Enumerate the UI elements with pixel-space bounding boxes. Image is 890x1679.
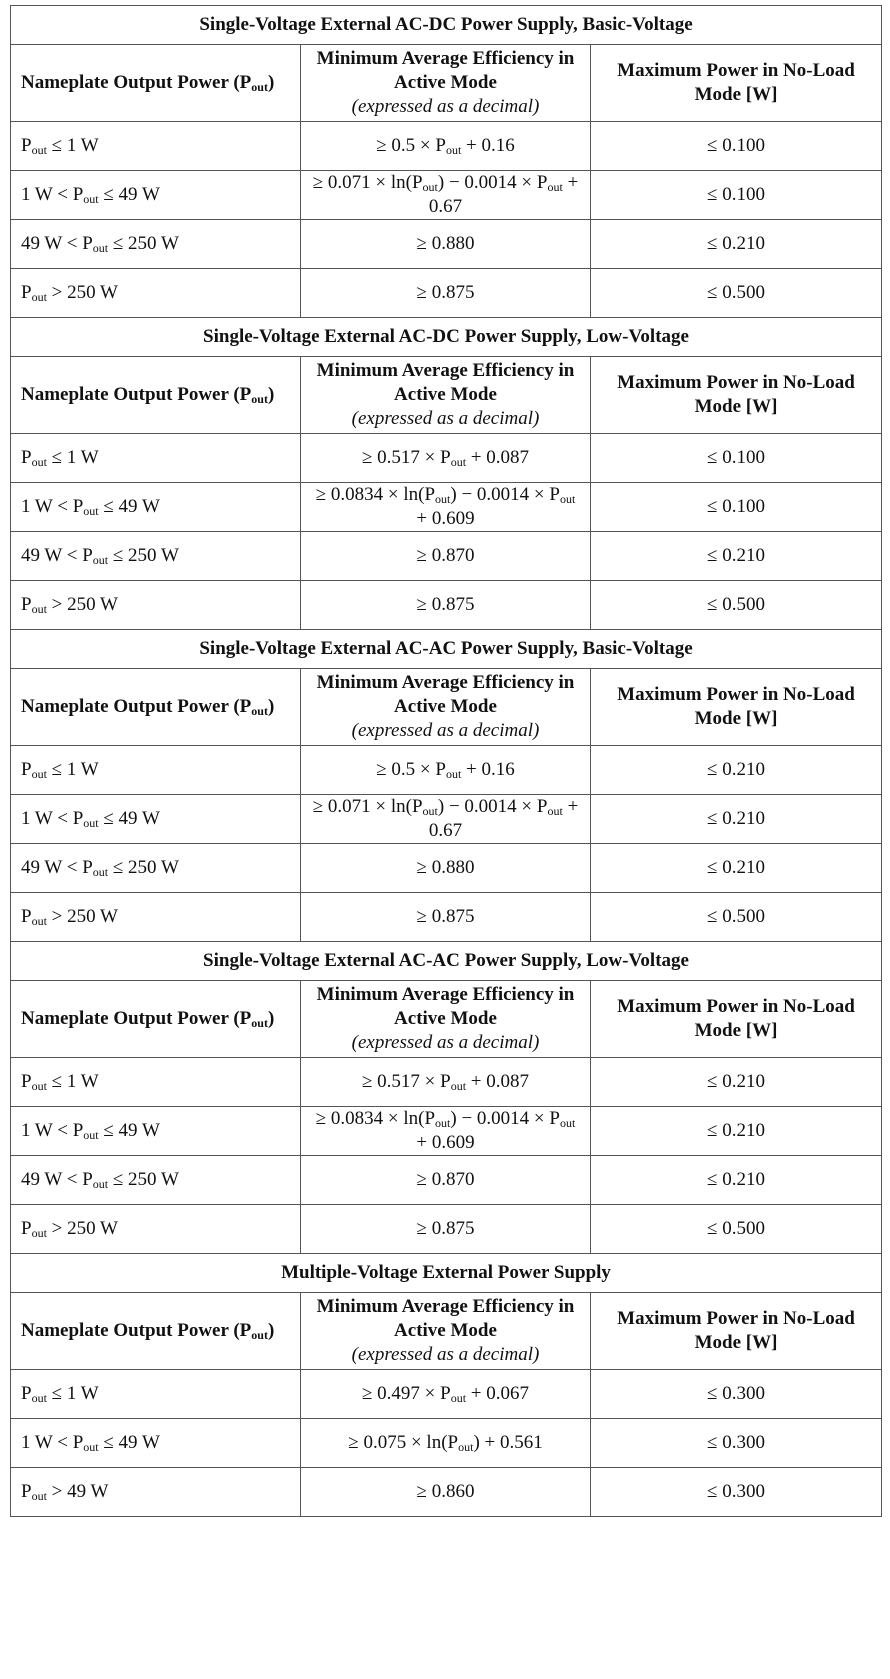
cell-text: 49 W < P <box>21 1169 93 1190</box>
table-row <box>11 1205 882 1254</box>
header-min-avg-efficiency: Minimum Average Efficiency in Active Mode (expressed as a decimal) <box>301 1293 591 1370</box>
cell-text: ≥ 0.071 × ln(P <box>312 172 423 193</box>
subscript-out: out <box>31 455 47 469</box>
table-row <box>11 1419 882 1468</box>
cell-text: ≤ 49 W <box>98 1120 160 1141</box>
efficiency-requirement-cell <box>301 269 591 318</box>
cell-text: 1 W < P <box>21 808 84 829</box>
cell-text: ≥ 0.0834 × ln(P <box>315 1108 436 1129</box>
subscript-out: out <box>31 1226 47 1240</box>
output-power-range-cell <box>11 1370 301 1419</box>
cell-text: ≥ 0.880 <box>416 857 475 878</box>
cell-text: P <box>21 594 32 615</box>
header-max-no-load-power: Maximum Power in No-Load Mode [W] <box>591 669 882 746</box>
section-title-row <box>11 318 882 357</box>
subscript-out: out <box>547 804 563 818</box>
header-min-avg-efficiency: Minimum Average Efficiency in Active Mode (expressed as a decimal) <box>301 981 591 1058</box>
efficiency-requirement-cell <box>301 220 591 269</box>
subscript-out: out <box>31 767 47 781</box>
efficiency-requirement-cell <box>301 746 591 795</box>
subscript-out: out <box>422 804 438 818</box>
output-power-range-cell <box>11 1468 301 1517</box>
cell-text: 49 W < P <box>21 857 93 878</box>
column-header-row <box>11 981 882 1058</box>
efficiency-requirement-cell <box>301 893 591 942</box>
output-power-range-cell <box>11 269 301 318</box>
table-row <box>11 1058 882 1107</box>
output-power-range-cell <box>11 893 301 942</box>
no-load-power-cell: ≤ 0.210 <box>591 746 882 795</box>
efficiency-requirement-cell <box>301 434 591 483</box>
no-load-power-cell: ≤ 0.500 <box>591 893 882 942</box>
subscript-out: out <box>83 1128 99 1142</box>
section-title-row <box>11 942 882 981</box>
no-load-power-cell: ≤ 0.300 <box>591 1468 882 1517</box>
cell-text: ≥ 0.517 × P <box>361 447 451 468</box>
section-title: Single-Voltage External AC-AC Power Supply, Basic-Voltage <box>11 630 882 669</box>
cell-text: ≤ 250 W <box>108 545 179 566</box>
efficiency-requirement-cell <box>301 1205 591 1254</box>
table-row <box>11 532 882 581</box>
no-load-power-cell: ≤ 0.100 <box>591 434 882 483</box>
output-power-range-cell <box>11 1156 301 1205</box>
header-efficiency-note: (expressed as a decimal) <box>351 96 540 117</box>
subscript-out: out <box>31 914 47 928</box>
table-row <box>11 1468 882 1517</box>
efficiency-requirement-cell <box>301 1156 591 1205</box>
cell-text: ≤ 250 W <box>108 857 179 878</box>
efficiency-requirement-cell <box>301 1058 591 1107</box>
subscript-out: out <box>547 180 563 194</box>
column-header-row <box>11 669 882 746</box>
subscript-out: out <box>435 1116 451 1130</box>
cell-text: + 0.67 <box>428 796 579 841</box>
no-load-power-cell: ≤ 0.500 <box>591 269 882 318</box>
cell-text: > 250 W <box>46 906 118 927</box>
cell-text: ≤ 250 W <box>108 233 179 254</box>
output-power-range-cell <box>11 746 301 795</box>
cell-text: + 0.609 <box>416 508 475 529</box>
output-power-range-cell <box>11 844 301 893</box>
no-load-power-cell: ≤ 0.300 <box>591 1419 882 1468</box>
output-power-range-cell <box>11 483 301 532</box>
cell-text: ≥ 0.875 <box>416 906 475 927</box>
table-row <box>11 220 882 269</box>
output-power-range-cell <box>11 220 301 269</box>
cell-text: ≥ 0.870 <box>416 545 475 566</box>
no-load-power-cell: ≤ 0.210 <box>591 532 882 581</box>
table-row <box>11 1156 882 1205</box>
no-load-power-cell: ≤ 0.210 <box>591 1156 882 1205</box>
header-efficiency-note: (expressed as a decimal) <box>351 1032 540 1053</box>
cell-text: ≥ 0.075 × ln(P <box>348 1432 459 1453</box>
output-power-range-cell <box>11 171 301 220</box>
subscript-out: out <box>450 1391 467 1405</box>
output-power-range-cell <box>11 1107 301 1156</box>
efficiency-requirement-cell <box>301 1107 591 1156</box>
output-power-range-cell <box>11 122 301 171</box>
efficiency-requirement-cell <box>301 844 591 893</box>
header-min-avg-efficiency: Minimum Average Efficiency in Active Mode (expressed as a decimal) <box>301 45 591 122</box>
cell-text: 1 W < P <box>21 1432 84 1453</box>
subscript-out: out <box>559 1116 576 1130</box>
subscript-out: out <box>92 1177 109 1191</box>
cell-text: ≤ 49 W <box>98 496 160 517</box>
subscript-out: out <box>445 143 462 157</box>
output-power-range-cell <box>11 1419 301 1468</box>
table-row <box>11 122 882 171</box>
header-nameplate-output-power: Nameplate Output Power $(P_{out})$ <box>11 981 301 1058</box>
cell-text: + 0.087 <box>466 1071 530 1092</box>
efficiency-requirement-cell <box>301 1370 591 1419</box>
cell-text: P <box>21 1481 32 1502</box>
cell-text: ) − 0.0014 × P <box>437 172 548 193</box>
header-max-no-load-power: Maximum Power in No-Load Mode [W] <box>591 357 882 434</box>
subscript-out: out <box>31 143 47 157</box>
section-title: Single-Voltage External AC-AC Power Supply, Low-Voltage <box>11 942 882 981</box>
cell-text: ≥ 0.875 <box>416 594 475 615</box>
no-load-power-cell: ≤ 0.210 <box>591 844 882 893</box>
header-max-no-load-power: Maximum Power in No-Load Mode [W] <box>591 981 882 1058</box>
cell-text: > 250 W <box>46 594 118 615</box>
output-power-range-cell <box>11 1058 301 1107</box>
subscript-out: out <box>31 1489 47 1503</box>
cell-text: P <box>21 1383 32 1404</box>
no-load-power-cell: ≤ 0.100 <box>591 483 882 532</box>
cell-text: ≤ 1 W <box>46 135 99 156</box>
column-header-row <box>11 357 882 434</box>
subscript-out: out <box>450 1079 467 1093</box>
header-nameplate-output-power: Nameplate Output Power $(P_{out})$ <box>11 1293 301 1370</box>
table-row <box>11 483 882 532</box>
section-title-row <box>11 1254 882 1293</box>
header-nameplate-output-power: Nameplate Output Power $(P_{out})$ <box>11 45 301 122</box>
table-row <box>11 1107 882 1156</box>
efficiency-requirement-cell <box>301 1419 591 1468</box>
no-load-power-cell: ≤ 0.500 <box>591 581 882 630</box>
subscript-out: out <box>31 602 47 616</box>
table-row <box>11 893 882 942</box>
header-efficiency-note: (expressed as a decimal) <box>351 720 540 741</box>
section-title-row <box>11 6 882 45</box>
cell-text: ) − 0.0014 × P <box>437 796 548 817</box>
table-row <box>11 581 882 630</box>
cell-text: ≤ 1 W <box>46 1071 99 1092</box>
efficiency-requirement-cell <box>301 1468 591 1517</box>
cell-text: ≤ 1 W <box>46 1383 99 1404</box>
cell-text: ≤ 49 W <box>98 184 160 205</box>
table-row <box>11 844 882 893</box>
table-row <box>11 434 882 483</box>
cell-text: ≤ 49 W <box>98 1432 160 1453</box>
output-power-range-cell <box>11 532 301 581</box>
column-header-row <box>11 45 882 122</box>
efficiency-standards-document <box>10 5 881 1517</box>
cell-text: > 250 W <box>46 1218 118 1239</box>
efficiency-requirement-cell <box>301 483 591 532</box>
table-row <box>11 171 882 220</box>
cell-text: P <box>21 759 32 780</box>
subscript-out: out <box>83 1440 99 1454</box>
cell-text: ≥ 0.5 × P <box>376 759 446 780</box>
efficiency-requirement-cell <box>301 532 591 581</box>
output-power-range-cell <box>11 795 301 844</box>
cell-text: ≥ 0.071 × ln(P <box>312 796 423 817</box>
subscript-out: out <box>422 180 438 194</box>
cell-text: P <box>21 447 32 468</box>
cell-text: > 49 W <box>46 1481 109 1502</box>
efficiency-requirement-cell <box>301 122 591 171</box>
no-load-power-cell: ≤ 0.100 <box>591 171 882 220</box>
subscript-out: out <box>92 865 109 879</box>
cell-text: + 0.67 <box>428 172 579 217</box>
cell-text: ) − 0.0014 × P <box>450 1108 560 1129</box>
cell-text: + 0.087 <box>466 447 530 468</box>
subscript-out: out <box>83 504 99 518</box>
cell-text: 49 W < P <box>21 233 93 254</box>
cell-text: ≥ 0.5 × P <box>376 135 446 156</box>
cell-text: + 0.609 <box>416 1132 475 1153</box>
cell-text: P <box>21 1071 32 1092</box>
cell-text: ≥ 0.517 × P <box>361 1071 451 1092</box>
output-power-range-cell <box>11 581 301 630</box>
cell-text: ≤ 250 W <box>108 1169 179 1190</box>
no-load-power-cell: ≤ 0.210 <box>591 220 882 269</box>
header-min-avg-efficiency: Minimum Average Efficiency in Active Mode (expressed as a decimal) <box>301 357 591 434</box>
cell-text: ≤ 1 W <box>46 447 99 468</box>
cell-text: P <box>21 906 32 927</box>
subscript-out: out <box>445 767 462 781</box>
cell-text: P <box>21 135 32 156</box>
cell-text: + 0.16 <box>461 135 515 156</box>
subscript-out: out <box>458 1440 474 1454</box>
section-title: Multiple-Voltage External Power Supply <box>11 1254 882 1293</box>
cell-text: 1 W < P <box>21 1120 84 1141</box>
header-efficiency-note: (expressed as a decimal) <box>351 1344 540 1365</box>
column-header-row <box>11 1293 882 1370</box>
cell-text: + 0.16 <box>461 759 515 780</box>
subscript-out: out <box>31 290 47 304</box>
cell-text: ≥ 0.860 <box>416 1481 475 1502</box>
efficiency-standards-table <box>10 5 882 1517</box>
cell-text: ≤ 49 W <box>98 808 160 829</box>
no-load-power-cell: ≤ 0.210 <box>591 795 882 844</box>
subscript-out: out <box>31 1079 47 1093</box>
table-row <box>11 269 882 318</box>
no-load-power-cell: ≤ 0.500 <box>591 1205 882 1254</box>
table-row <box>11 1370 882 1419</box>
cell-text: ≥ 0.870 <box>416 1169 475 1190</box>
header-nameplate-output-power: Nameplate Output Power $(P_{out})$ <box>11 357 301 434</box>
no-load-power-cell: ≤ 0.300 <box>591 1370 882 1419</box>
cell-text: 1 W < P <box>21 184 84 205</box>
table-row <box>11 746 882 795</box>
output-power-range-cell <box>11 434 301 483</box>
cell-text: > 250 W <box>46 282 118 303</box>
cell-text: ≥ 0.875 <box>416 1218 475 1239</box>
section-title: Single-Voltage External AC-DC Power Supply, Low-Voltage <box>11 318 882 357</box>
section-title: Single-Voltage External AC-DC Power Supply, Basic-Voltage <box>11 6 882 45</box>
subscript-out: out <box>92 241 109 255</box>
cell-text: 49 W < P <box>21 545 93 566</box>
cell-text: ≤ 1 W <box>46 759 99 780</box>
cell-text: P <box>21 1218 32 1239</box>
subscript-out: out <box>31 1391 47 1405</box>
subscript-out: out <box>435 492 451 506</box>
cell-text: ≥ 0.0834 × ln(P <box>315 484 436 505</box>
cell-text: ≥ 0.875 <box>416 282 475 303</box>
efficiency-requirement-cell <box>301 171 591 220</box>
efficiency-requirement-cell <box>301 581 591 630</box>
subscript-out: out <box>92 553 109 567</box>
table-row <box>11 795 882 844</box>
cell-text: + 0.067 <box>466 1383 530 1404</box>
subscript-out: out <box>83 192 99 206</box>
no-load-power-cell: ≤ 0.100 <box>591 122 882 171</box>
efficiency-requirement-cell <box>301 795 591 844</box>
cell-text: P <box>21 282 32 303</box>
cell-text: ) − 0.0014 × P <box>450 484 560 505</box>
output-power-range-cell <box>11 1205 301 1254</box>
cell-text: ) + 0.561 <box>473 1432 543 1453</box>
section-title-row <box>11 630 882 669</box>
subscript-out: out <box>559 492 576 506</box>
no-load-power-cell: ≤ 0.210 <box>591 1107 882 1156</box>
subscript-out: out <box>83 816 99 830</box>
no-load-power-cell: ≤ 0.210 <box>591 1058 882 1107</box>
cell-text: ≥ 0.880 <box>416 233 475 254</box>
cell-text: ≥ 0.497 × P <box>361 1383 451 1404</box>
subscript-out: out <box>450 455 467 469</box>
header-nameplate-output-power: Nameplate Output Power $(P_{out})$ <box>11 669 301 746</box>
header-efficiency-note: (expressed as a decimal) <box>351 408 540 429</box>
cell-text: 1 W < P <box>21 496 84 517</box>
header-max-no-load-power: Maximum Power in No-Load Mode [W] <box>591 45 882 122</box>
header-min-avg-efficiency: Minimum Average Efficiency in Active Mode (expressed as a decimal) <box>301 669 591 746</box>
header-max-no-load-power: Maximum Power in No-Load Mode [W] <box>591 1293 882 1370</box>
